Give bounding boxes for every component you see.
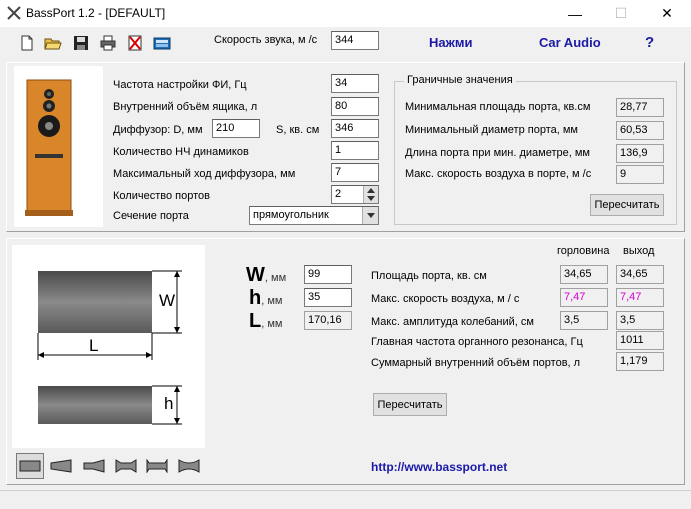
straight-port-button[interactable] bbox=[16, 453, 44, 479]
h-unit: , мм bbox=[261, 295, 283, 307]
car-audio-button[interactable]: Car Audio bbox=[539, 35, 601, 50]
max-excursion-input[interactable]: 7 bbox=[331, 163, 379, 182]
click-button[interactable]: Нажми bbox=[429, 35, 473, 50]
tuning-freq-input[interactable]: 34 bbox=[331, 74, 379, 93]
dropdown-button[interactable] bbox=[362, 207, 378, 224]
bell-port-icon bbox=[146, 459, 168, 473]
total-volume-value: 1,179 bbox=[616, 352, 664, 371]
hourglass-port-button[interactable] bbox=[175, 453, 203, 479]
minimize-button[interactable]: — bbox=[568, 5, 582, 22]
max-air-speed-value: 9 bbox=[616, 165, 664, 184]
spinner-arrows[interactable] bbox=[363, 186, 378, 203]
maximize-button[interactable]: ☐ bbox=[614, 5, 628, 21]
port-count-label: Количество портов bbox=[113, 190, 210, 202]
help-button[interactable]: ? bbox=[645, 34, 655, 51]
new-file-icon[interactable] bbox=[18, 34, 36, 52]
flared-out-port-button[interactable] bbox=[47, 453, 75, 479]
diffuser-d-input[interactable]: 210 bbox=[212, 119, 260, 138]
sound-speed-label: Скорость звука, м /с bbox=[214, 34, 318, 46]
straight-port-icon bbox=[19, 459, 41, 473]
h-letter: h bbox=[249, 287, 262, 309]
speaker-cabinet-image bbox=[22, 74, 76, 221]
window-title: BassPort 1.2 - [DEFAULT] bbox=[26, 6, 166, 20]
l-unit: , мм bbox=[261, 318, 283, 330]
diagram-w-label: W bbox=[159, 291, 176, 310]
w-input[interactable]: 99 bbox=[304, 265, 352, 284]
col-throat-header: горловина bbox=[557, 245, 610, 257]
max-air-speed-label: Макс. скорость воздуха в порте, м /с bbox=[405, 168, 592, 180]
flared-out-port-icon bbox=[50, 459, 72, 473]
diffuser-d-label: Диффузор: D, мм bbox=[113, 124, 203, 136]
w-unit: , мм bbox=[264, 272, 287, 284]
amplitude-label: Макс. амплитуда колебаний, см bbox=[371, 316, 534, 328]
port-dimension-diagram bbox=[12, 245, 205, 448]
area-throat-value: 34,65 bbox=[560, 265, 608, 284]
port-section-select[interactable] bbox=[249, 206, 379, 225]
col-exit-header: выход bbox=[623, 245, 655, 257]
w-row-label bbox=[246, 264, 286, 287]
chevron-down-icon bbox=[367, 213, 375, 218]
area-label: Площадь порта, кв. см bbox=[371, 270, 487, 282]
air-speed-throat-value: 7,47 bbox=[560, 288, 608, 307]
port-section-label: Сечение порта bbox=[113, 210, 189, 222]
status-bar bbox=[0, 490, 691, 509]
save-icon[interactable] bbox=[72, 34, 90, 52]
air-speed-label: Макс. скорость воздуха, м / с bbox=[371, 293, 520, 305]
flared-in-port-button[interactable] bbox=[80, 453, 108, 479]
tuning-freq-label: Частота настройки ФИ, Гц bbox=[113, 79, 247, 91]
delete-icon[interactable] bbox=[126, 34, 144, 52]
website-link[interactable]: http://www.bassport.net bbox=[371, 460, 508, 474]
amplitude-exit-value: 3,5 bbox=[616, 311, 664, 330]
l-row-label bbox=[249, 310, 282, 333]
port-length-value: 136,9 bbox=[616, 144, 664, 163]
double-flare-port-icon bbox=[115, 459, 137, 473]
port-count-value: 2 bbox=[335, 188, 342, 200]
double-flare-port-button[interactable] bbox=[112, 453, 140, 479]
total-volume-label: Суммарный внутренний объём портов, л bbox=[371, 357, 581, 369]
woofer-count-input[interactable]: 1 bbox=[331, 141, 379, 160]
port-length-label: Длина порта при мин. диаметре, мм bbox=[405, 147, 590, 159]
port-recalc-button[interactable]: Пересчитать bbox=[373, 393, 447, 416]
box-volume-input[interactable]: 80 bbox=[331, 97, 379, 116]
w-letter: W bbox=[246, 264, 265, 286]
bell-port-button[interactable] bbox=[143, 453, 171, 479]
close-button[interactable]: ✕ bbox=[661, 5, 673, 21]
limits-recalc-button[interactable]: Пересчитать bbox=[590, 194, 664, 216]
limits-title: Граничные значения bbox=[404, 74, 516, 86]
min-diameter-value: 60,53 bbox=[616, 121, 664, 140]
open-folder-icon[interactable] bbox=[44, 34, 62, 52]
min-diameter-label: Минимальный диаметр порта, мм bbox=[405, 124, 578, 136]
calculator-icon[interactable] bbox=[153, 34, 171, 52]
app-icon bbox=[6, 5, 22, 21]
box-volume-label: Внутренний объём ящика, л bbox=[113, 101, 258, 113]
min-area-label: Минимальная площадь порта, кв.см bbox=[405, 101, 591, 113]
organ-freq-label: Главная частота органного резонанса, Гц bbox=[371, 336, 583, 348]
spin-up-icon[interactable] bbox=[367, 188, 375, 193]
hourglass-port-icon bbox=[178, 459, 200, 473]
diagram-h-label: h bbox=[164, 394, 174, 413]
amplitude-throat-value: 3,5 bbox=[560, 311, 608, 330]
flared-in-port-icon bbox=[83, 459, 105, 473]
area-exit-value: 34,65 bbox=[616, 265, 664, 284]
h-row-label bbox=[249, 287, 282, 310]
sound-speed-input[interactable]: 344 bbox=[331, 31, 379, 50]
l-value: 170,16 bbox=[304, 311, 352, 330]
diffuser-s-label: S, кв. см bbox=[276, 124, 320, 136]
print-icon[interactable] bbox=[99, 34, 117, 52]
spin-down-icon[interactable] bbox=[367, 196, 375, 201]
diagram-l-label: L bbox=[89, 336, 99, 355]
diffuser-s-input[interactable]: 346 bbox=[331, 119, 379, 138]
organ-freq-value: 1011 bbox=[616, 331, 664, 350]
air-speed-exit-value: 7,47 bbox=[616, 288, 664, 307]
h-input[interactable]: 35 bbox=[304, 288, 352, 307]
woofer-count-label: Количество НЧ динамиков bbox=[113, 146, 249, 158]
min-area-value: 28,77 bbox=[616, 98, 664, 117]
max-excursion-label: Максимальный ход диффузора, мм bbox=[113, 168, 296, 180]
port-section-value: прямоугольник bbox=[253, 209, 329, 221]
l-letter: L bbox=[249, 310, 262, 332]
